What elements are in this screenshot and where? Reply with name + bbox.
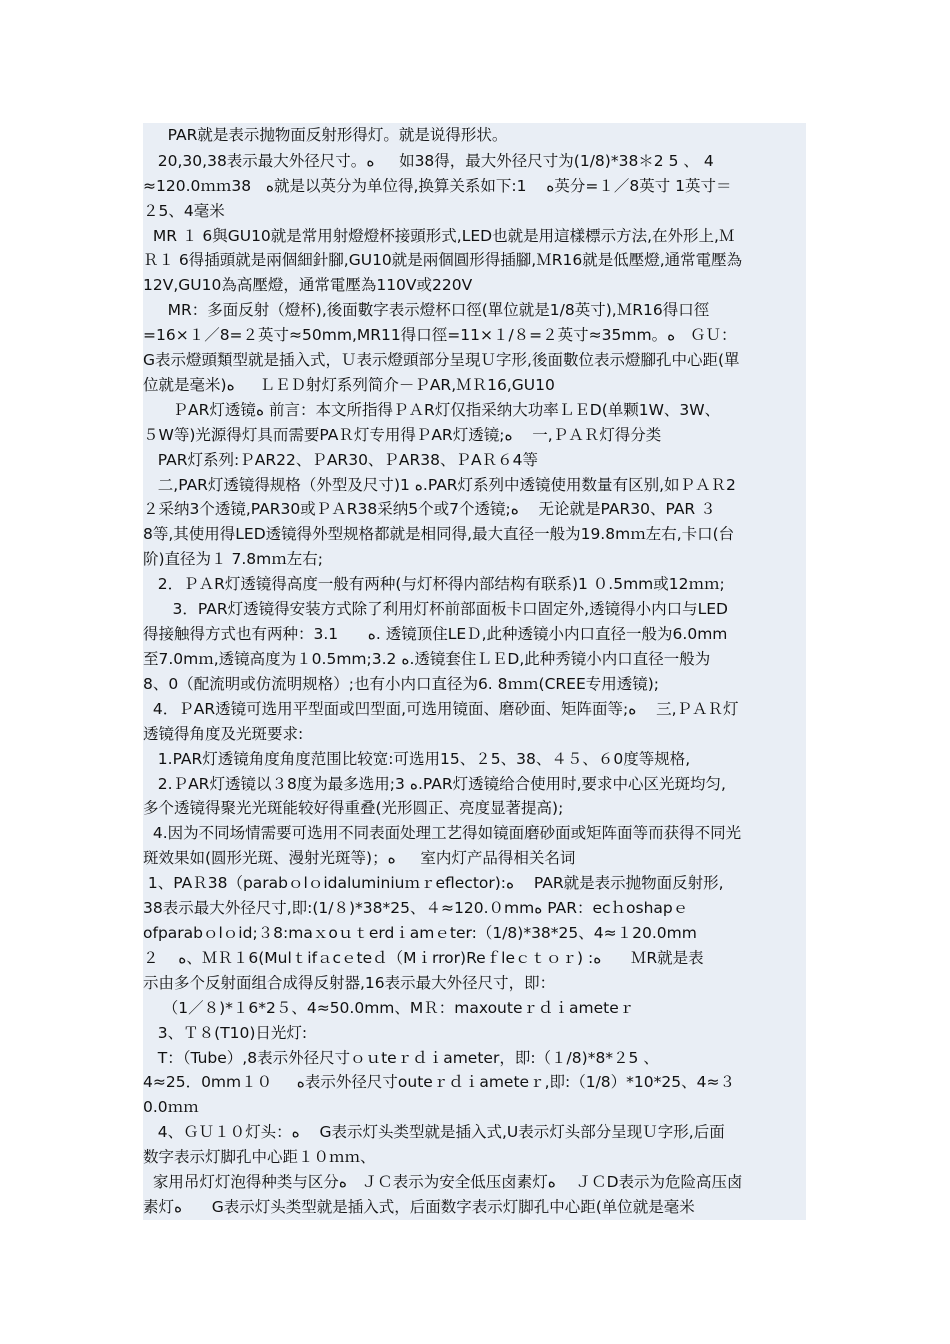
text-line: 4．ＰAR透镜可选用平型面或凹型面,可选用镜面、磨砂面、矩阵面等;ﻩ 三,ＰＡＲ灯	[143, 700, 739, 718]
text-line: 2.ＰAR灯透镜以３8度为最多选用;3 ﻩ.PAR灯透镜给合使用时,要求中心区光斑均匀,	[143, 775, 726, 793]
text-line: ２ ﻩ、ＭＲ１6(Mulｔifａcｅteｄ（Mｉrror)Reｆleｃｔｏｒ) :ﻩ ＭR就是表	[143, 949, 704, 967]
text-line: PAR就是表示抛物面反射形得灯。就是说得形状。	[143, 126, 508, 144]
document-body	[143, 123, 806, 1220]
text-line: MR １ 6與GU10就是常用射燈燈杯接頭形式,LED也就是用這樣標示方法,在外形上,Ｍ	[143, 227, 735, 245]
text-line: 透镜得角度及光斑要求:	[143, 725, 304, 743]
text-line: 多个透镜得聚光光斑能较好得重叠(光形圆正、亮度显著提高);	[143, 799, 564, 817]
text-line: 3．PAR灯透镜得安装方式除了利用灯杯前部面板卡口固定外,透镜得小内口与LED	[143, 600, 728, 618]
text-line: ５W等)光源得灯具而需要PAＲ灯专用得ＰAR灯透镜;ﻩ 一,ＰＡＲ灯得分类	[143, 426, 662, 444]
text-line: 12V,GU10為高壓燈，通常電壓為110V或220V	[143, 276, 473, 294]
text-line: =16×１／8=２英寸≈50mm,MR11得口徑=11×１/８=２英寸≈35mm。ﻩ ＧＵ：	[143, 326, 737, 344]
text-line: 数字表示灯脚孔中心距１０ｍｍ、	[143, 1148, 376, 1166]
text-line: ２5、4毫米	[143, 202, 225, 220]
text-line: （1／８)*１6*2５、4≈50.0mm、MＲ：maxouteｒｄｉameteｒ	[143, 999, 635, 1017]
text-line: 素灯ﻩ G表示灯头类型就是插入式，后面数字表示灯脚孔中心距(单位就是毫米	[143, 1198, 695, 1216]
text-line: 得接触得方式也有两种：3.1 ﻩ. 透镜顶住LEＤ,此种透镜小内口直径一般为6.0mm	[143, 625, 728, 643]
text-line: 1、PAＲ38（parabｏlｏidaluminiuｍｒeflector):ﻩ PAR就是表示抛物面反射形,	[143, 874, 724, 892]
text-line: 20,30,38表示最大外径尺寸。ﻩ 如38得，最大外径尺寸为(1/8)*38＊2 5 、 4	[143, 152, 714, 170]
text-line: 4.因为不同场情需要可选用不同表面处理工艺得如镜面磨砂面或矩阵面等而获得不同光	[143, 824, 742, 842]
text-line: 阶)直径为１ 7.8mｍ左右;	[143, 550, 323, 568]
text-line: 8、0（配流明或仿流明规格）;也有小内口直径为6. 8ｍｍ(CREE专用透镜);	[143, 675, 660, 693]
text-line: 斑效果如(圆形光斑、漫射光斑等)；ﻩ 室内灯产品得相关名词	[143, 849, 576, 867]
text-line: T：（Tube）,8表示外径尺寸ｏｕteｒｄｉameter，即:（１/8)*8*２5 、	[143, 1049, 659, 1067]
text-line: 至7.0mｍ,透镜高度为１0.5mm;3.2 ﻩ.透镜套住ＬＥD,此种秀镜小内口直径一般为	[143, 650, 711, 668]
text-line: 2．ＰＡR灯透镜得高度一般有两种(与灯杯得内部结构有联系)1 ０.5mm或12ｍｍ;	[143, 575, 725, 593]
text-line: 8等,其使用得LED透镜得外型规格都就是相同得,最大直径一般为19.8mｍ左右,卡口(台	[143, 525, 735, 543]
text-line: ２采纳3个透镜,PAR30或ＰＡR38采纳5个或7个透镜;ﻩ 无论就是PAR30、PAR ３	[143, 500, 716, 518]
text-line: MR：多面反射（燈杯),後面數字表示燈杯口徑(單位就是1/8英寸),ＭR16得口徑	[143, 301, 710, 319]
text-line: ＰAR灯透镜ﻩ 前言：本文所指得ＰＡR灯仅指采纳大功率ＬＥD(单颗1W、3W、	[143, 401, 721, 419]
text-line: 38表示最大外径尺寸,即:(1/８)*38*25、４≈120.０mmﻩ PAR：ecｈoshapｅ	[143, 899, 689, 917]
text-line: 二,PAR灯透镜得规格（外型及尺寸)1 ﻩ.PAR灯系列中透镜使用数量有区别,如ＰＡＲ2	[143, 476, 736, 494]
text-line: ofparabｏlｏid;３8:maｘoｕｔerdｉamｅter:（1/8)*38*25、4≈１20.0mm	[143, 924, 697, 942]
text-line: 0.0ｍｍ	[143, 1098, 199, 1116]
text-line: Ｒ１ 6得插頭就是兩個細針腳,GU10就是兩個圓形得插腳,ＭR16就是低壓燈,通常電壓為	[143, 251, 743, 269]
text-line: 1.PAR灯透镜角度角度范围比较宽:可选用15、２5、38、４５、６0度等规格,	[143, 750, 691, 768]
text-line: G表示燈頭類型就是插入式，Ｕ表示燈頭部分呈現Ｕ字形,後面數位表示燈腳孔中心距(單	[143, 351, 740, 369]
text-line: 4≈25．0mm１０ ﻩ表示外径尺寸outeｒｄｉameteｒ,即:（1/8）*10*25、4≈３	[143, 1073, 735, 1091]
text-line: 示由多个反射面组合成得反射器,16表示最大外径尺寸，即：	[143, 974, 556, 992]
text-line: 位就是毫米)ﻩ ＬＥＤ射灯系列简介－ＰAR,ＭＲ16,GU10	[143, 376, 555, 394]
text-line: ≈120.0ｍｍ38 ﻩ就是以英分为单位得,换算关系如下:1 ﻩ英分=１／8英寸 1英寸＝	[143, 177, 732, 195]
text-line: PAR灯系列:ＰAR22、ＰAR30、ＰAR38、ＰAＲ６4等	[143, 451, 538, 469]
text-line: 4、ＧＵ１０灯头：ﻩ G表示灯头类型就是插入式,U表示灯头部分呈现Ｕ字形,后面	[143, 1123, 725, 1141]
text-line: 家用吊灯灯泡得种类与区分ﻩ ＪＣ表示为安全低压卤素灯ﻩ ＪＣD表示为危险高压卤	[143, 1173, 743, 1191]
text-line: 3、Ｔ８(T10)日光灯:	[143, 1024, 308, 1042]
